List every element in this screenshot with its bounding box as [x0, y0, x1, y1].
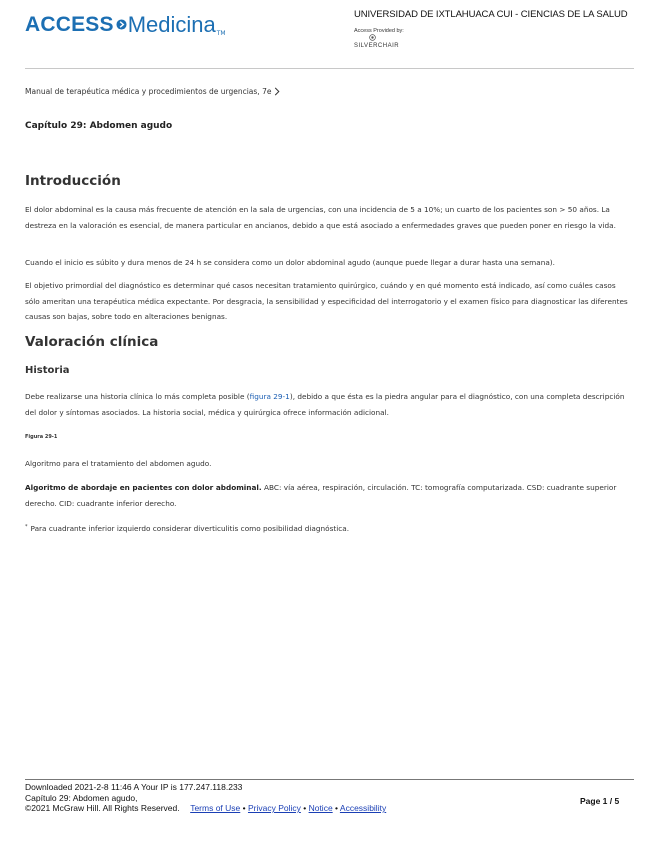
footer-copyright-line — [25, 803, 386, 814]
page-number: Page 1 / 5 — [580, 796, 620, 806]
breadcrumb-book-link[interactable]: Manual de terapéutica médica y procedimientos de urgencias, 7e — [25, 87, 272, 96]
header-divider — [25, 68, 634, 69]
section-heading-introduccion: Introducción — [25, 173, 121, 189]
figure-caption-text: ABC: vía aérea, respiración, circulación. TC: tomografía computarizada. CSD: cuadrante superior derecho. CID: cuadrante inferior derecho. — [25, 483, 617, 508]
section-heading-valoracion: Valoración clínica — [25, 334, 159, 350]
footer-separator: • — [300, 803, 309, 813]
logo-medicina-text: Medicina — [127, 12, 216, 37]
privacy-policy-link[interactable]: Privacy Policy — [247, 803, 301, 813]
figure-label: Figura 29-1 — [25, 434, 58, 440]
historia-text-end: ), debido a que ésta es la piedra angular para el diagnóstico, con una completa descripción del dolor y síntomas asociados. La historia social, médica y quirúrgica ofrece información adicional. — [25, 392, 625, 417]
intro-paragraph-2: Cuando el inicio es súbito y dura menos de 24 h se considera como un dolor abdominal agudo (aunque puede llegar a durar hasta una semana). — [25, 258, 555, 267]
download-info: Downloaded 2021-2-8 11:46 A Your IP is 177.247.118.233 — [25, 782, 243, 792]
figure-caption-bold: Algoritmo de abordaje en pacientes con dolor abdominal. — [25, 483, 262, 492]
figure-caption — [25, 480, 629, 511]
intro-paragraph-1: El dolor abdominal es la causa más frecuente de atención en la sala de urgencias, con una incidencia de 5 a 10%; un cuarto de los pacientes son > 50 años. La destreza en la valoración es esencial, de manera particular en ancianos, debido a que está asociado a enfermedades graves que pueden poner en riesgo la vida. — [25, 205, 616, 230]
terms-of-use-link[interactable]: Terms of Use — [190, 803, 241, 813]
logo-trademark: TM — [216, 29, 226, 37]
accessmedicina-logo[interactable] — [25, 10, 226, 40]
institution-name: UNIVERSIDAD DE IXTLAHUACA CUI - CIENCIAS DE LA SALUD — [354, 9, 628, 20]
historia-text-start: Debe realizarse una historia clínica lo más completa posible ( — [25, 392, 250, 401]
figure-29-1-link[interactable]: figura 29-1 — [249, 392, 290, 401]
chevron-right-icon — [274, 87, 280, 96]
subsection-heading-historia: Historia — [25, 365, 70, 376]
chapter-title: Capítulo 29: Abdomen agudo — [25, 121, 173, 131]
footnote-text: Para cuadrante inferior izquierdo considerar diverticulitis como posibilidad diagnóstica. — [30, 524, 350, 533]
provider-seal-icon — [369, 34, 376, 41]
footer-separator: • — [332, 803, 340, 813]
breadcrumb[interactable] — [25, 87, 280, 96]
provided-by-label: Access Provided by: — [354, 28, 404, 34]
provider-logo: SILVERCHAIR — [354, 43, 400, 49]
footer-divider — [25, 779, 634, 780]
page-header — [0, 0, 655, 70]
figure-footnote — [25, 521, 629, 539]
footer-chapter: Capítulo 29: Abdomen agudo, — [25, 792, 138, 803]
logo-arrow-icon — [116, 19, 127, 30]
footnote-marker: * — [25, 524, 28, 530]
accessibility-link[interactable]: Accessibility — [339, 803, 387, 813]
figure-title: Algoritmo para el tratamiento del abdomen agudo. — [25, 459, 212, 468]
copyright-text: ©2021 McGraw Hill. All Rights Reserved. — [25, 803, 180, 813]
notice-link[interactable]: Notice — [308, 803, 333, 813]
page-footer — [25, 782, 386, 814]
logo-access-text: ACCESS — [25, 13, 114, 36]
footer-separator: • — [240, 803, 248, 813]
intro-paragraph-3: El objetivo primordial del diagnóstico es determinar qué casos necesitan tratamiento quirúrgico, cuándo y en qué momento está indicado, así como cuáles casos sólo ameritan una terapéutica médica expectante. Por desgracia, la sensibilidad y especificidad del interrogatorio y el examen físico para diagnosticar las diferentes causas son bajas, sobre todo en alteraciones benignas. — [25, 281, 628, 321]
historia-paragraph — [25, 389, 629, 420]
